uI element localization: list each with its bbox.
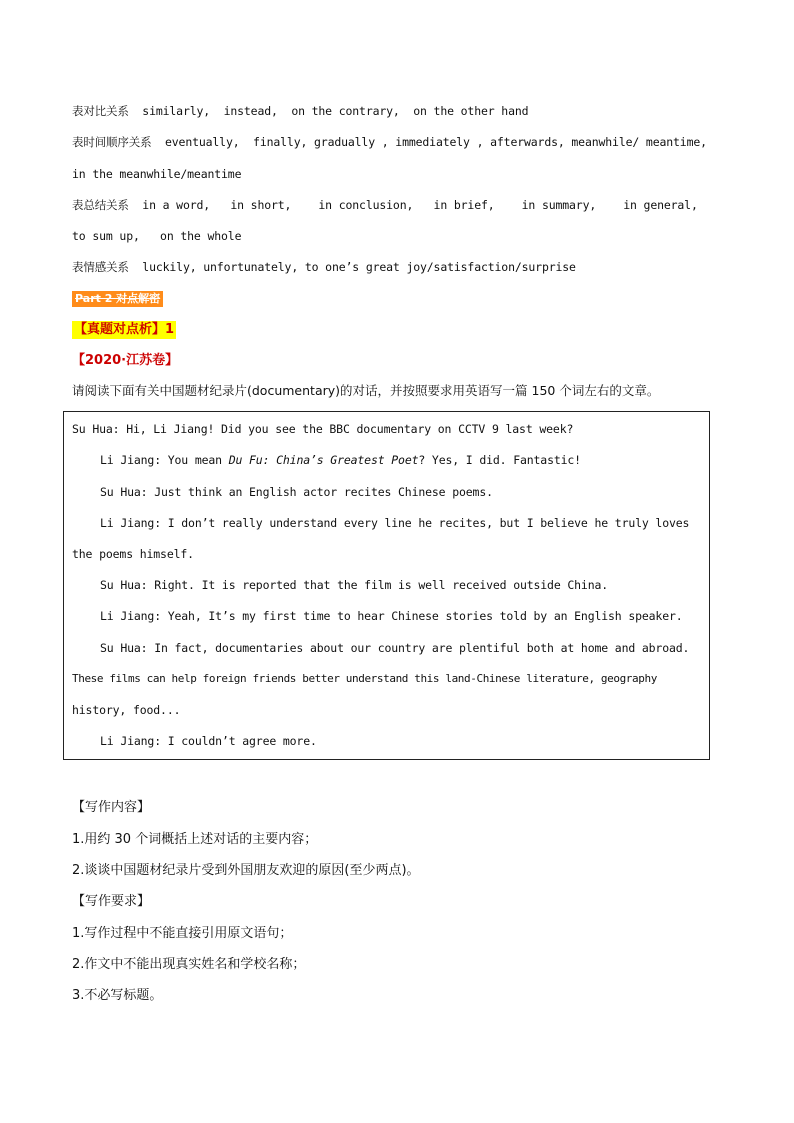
relation-summary-line1: 表总结关系 in a word, in short, in conclusion, in brief, in summary, in general, <box>72 198 698 212</box>
dialogue-line: Li Jiang: I couldn’t agree more. <box>100 734 317 748</box>
writing-requirements-heading: 【写作要求】 <box>72 894 151 909</box>
dialogue-line: Su Hua: Just think an English actor recites Chinese poems. <box>100 485 493 499</box>
dialogue-line: Li Jiang: You mean Du Fu: China’s Greatest Poet? Yes, I did. Fantastic! <box>100 453 581 467</box>
relation-sequence-line1: 表时间顺序关系 eventually, finally, gradually , immediately , afterwards, meanwhile/ meantime, <box>72 135 707 149</box>
dialogue-line: Su Hua: In fact, documentaries about our country are plentiful both at home and abroad. <box>100 641 690 655</box>
relation-emotion: 表情感关系 luckily, unfortunately, to one’s great joy/satisfaction/surprise <box>72 260 576 274</box>
writing-content-heading: 【写作内容】 <box>72 800 151 815</box>
writing-requirement-item: 3.不必写标题。 <box>72 988 163 1003</box>
relation-summary-line2: to sum up, on the whole <box>72 229 242 243</box>
writing-content-item: 1.用约 30 个词概括上述对话的主要内容； <box>72 832 318 847</box>
dialogue-line: the poems himself. <box>72 547 194 561</box>
dialogue-line: These films can help foreign friends better understand this land-Chinese literature, geography <box>72 672 657 685</box>
relation-sequence-line2: in the meanwhile/meantime <box>72 167 242 181</box>
part-heading: Part 2 对点解密 <box>72 291 163 307</box>
relation-contrast: 表对比关系 similarly, instead, on the contrary, on the other hand <box>72 104 529 118</box>
writing-content-item: 2.谈谈中国题材纪录片受到外国朋友欢迎的原因(至少两点)。 <box>72 863 420 878</box>
dialogue-line: Su Hua: Right. It is reported that the film is well received outside China. <box>100 578 609 592</box>
exam-tag: 【真题对点析】1 <box>74 322 175 337</box>
dialogue-line: history, food... <box>72 703 181 717</box>
dialogue-line: Su Hua: Hi, Li Jiang! Did you see the BBC documentary on CCTV 9 last week? <box>72 422 574 436</box>
dialogue-line: Li Jiang: I don’t really understand every line he recites, but I believe he truly loves <box>100 516 690 530</box>
instruction-text: 请阅读下面有关中国题材纪录片(documentary)的对话，并按照要求用英语写一篇 150 个词左右的文章。 <box>72 383 660 398</box>
exam-source: 【2020·江苏卷】 <box>72 353 179 368</box>
documentary-title: Du Fu: China’s Greatest Poet <box>228 453 419 467</box>
writing-requirement-item: 2.作文中不能出现真实姓名和学校名称； <box>72 957 306 972</box>
writing-requirement-item: 1.写作过程中不能直接引用原文语句； <box>72 926 293 941</box>
dialogue-line: Li Jiang: Yeah, It’s my first time to hear Chinese stories told by an English speaker. <box>100 609 683 623</box>
